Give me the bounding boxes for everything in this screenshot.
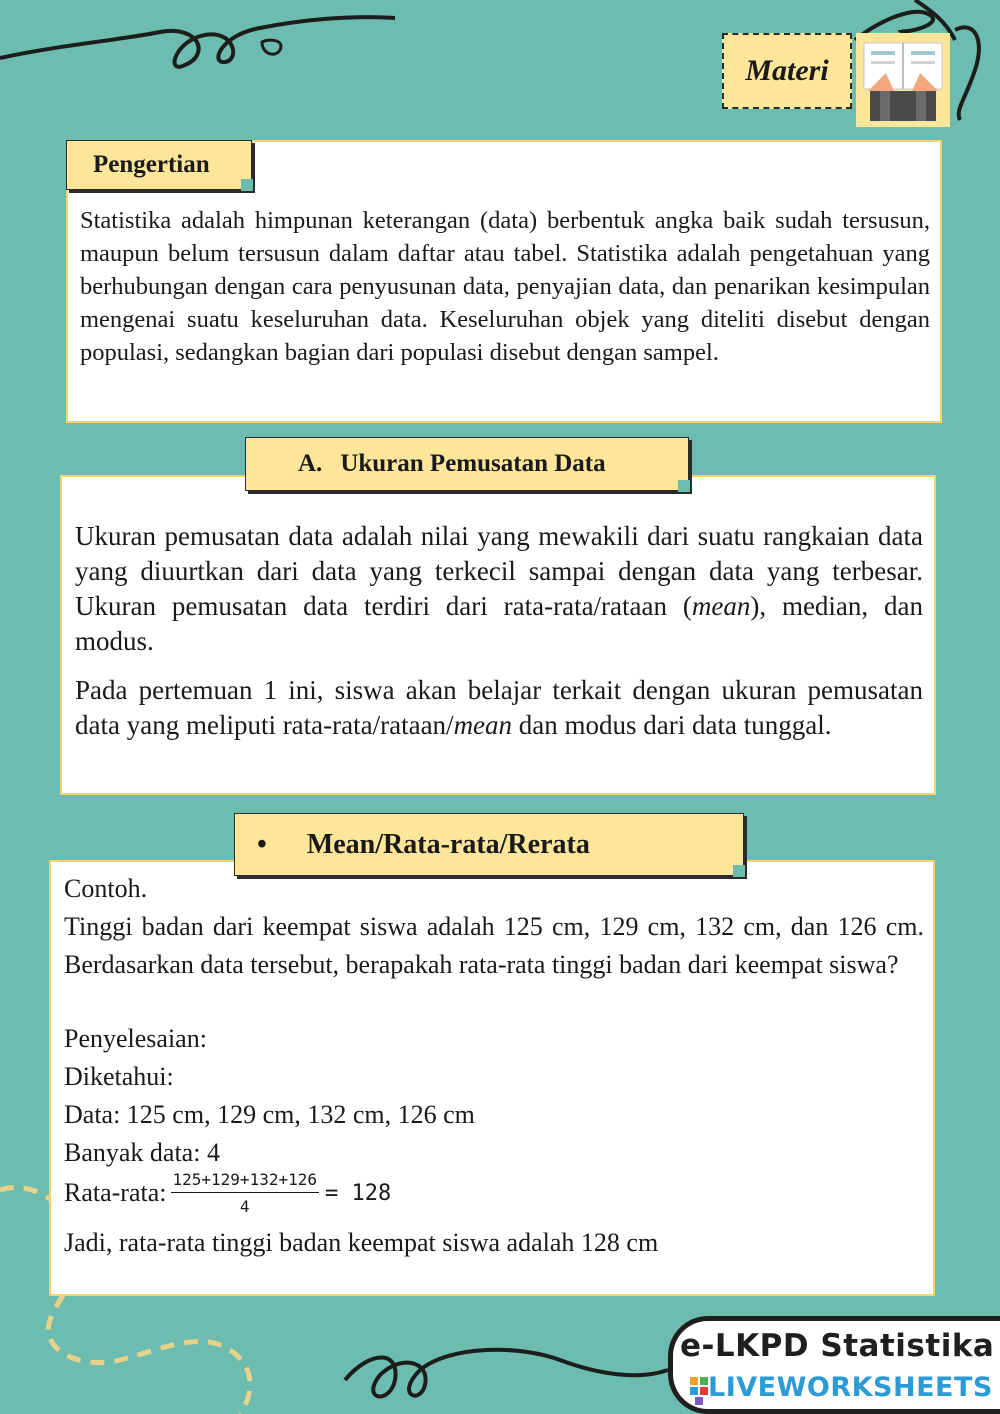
mean-label-text: Mean/Rata-rata/Rerata [306,828,590,860]
materi-tag-label: Materi [745,54,829,87]
mean-fraction-numerator: 125+129+132+126 [171,1170,320,1193]
ukuran-p2-after: dan modus dari data tunggal. [512,710,832,740]
ukuran-p1-italic: mean [691,591,751,621]
mean-banyak-line: Banyak data: 4 [64,1138,220,1167]
ukuran-paragraph-2 [75,673,923,743]
mean-fraction-denominator: 4 [239,1197,250,1216]
ukuran-pemusatan-label [245,437,689,491]
ukuran-pemusatan-box [60,475,936,795]
ukuran-paragraph-1 [75,519,923,659]
ukuran-p1-after: ), median, dan modus. [75,591,924,656]
mean-data-line: Data: 125 cm, 129 cm, 132 cm, 126 cm [64,1100,475,1129]
mean-formula [64,1170,391,1216]
mean-penyelesaian: Penyelesaian: [64,1024,207,1053]
ukuran-label-text: Ukuran Pemusatan Data [340,450,606,477]
liveworksheets-logo-icon [690,1377,708,1405]
mean-label [234,813,744,876]
footer-title: e-LKPD Statistika [680,1328,995,1364]
mean-rata-label: Rata-rata: [64,1178,167,1207]
reading-book-icon [856,33,950,127]
materi-tag [722,33,852,109]
mean-conclusion: Jadi, rata-rata tinggi badan keempat siswa adalah 128 cm [64,1228,659,1257]
footer-brand[interactable]: LIVEWORKSHEETS [708,1372,993,1403]
pengertian-label [66,140,252,190]
ukuran-p2-italic: mean [453,710,513,740]
mean-contoh: Contoh. [64,874,148,903]
ukuran-p1-before: Ukuran pemusatan data adalah nilai yang mewakili dari suatu rangkaian data yang diuurtkan dari data yang terkecil sampai dengan data yang terbesar. Ukuran pemusatan data terdiri dari rata-rata/rataan ( [75,521,923,621]
pengertian-text: Statistika adalah himpunan keterangan (data) berbentuk angka baik sudah tersusun, maupun belum tersusun dalam daftar atau tabel. Statistika adalah pengetahuan yang berhubungan dengan cara penyusunan data, penyajian data, dan penarikan kesimpulan mengenai suatu keseluruhan data. Keseluruhan objek yang diteliti disebut dengan populasi, sedangkan bagian dari populasi disebut dengan sampel. [80,207,930,366]
pengertian-label-text: Pengertian [93,151,210,178]
mean-diketahui: Diketahui: [64,1062,174,1091]
mean-result: = 128 [325,1180,392,1206]
ukuran-label-marker: A. [298,450,323,477]
mean-box [49,860,935,1296]
mean-fraction [171,1170,320,1216]
mean-question: Tinggi badan dari keempat siswa adalah 125 cm, 129 cm, 132 cm, dan 126 cm. Berdasarkan data tersebut, berapakah rata-rata tinggi badan dari keempat siswa? [64,912,924,979]
mean-label-bullet: • [257,828,267,860]
ukuran-p2-before: Pada pertemuan 1 ini, siswa akan belajar terkait dengan ukuran pemusatan data yang meliputi rata-rata/rataan/ [75,675,923,740]
